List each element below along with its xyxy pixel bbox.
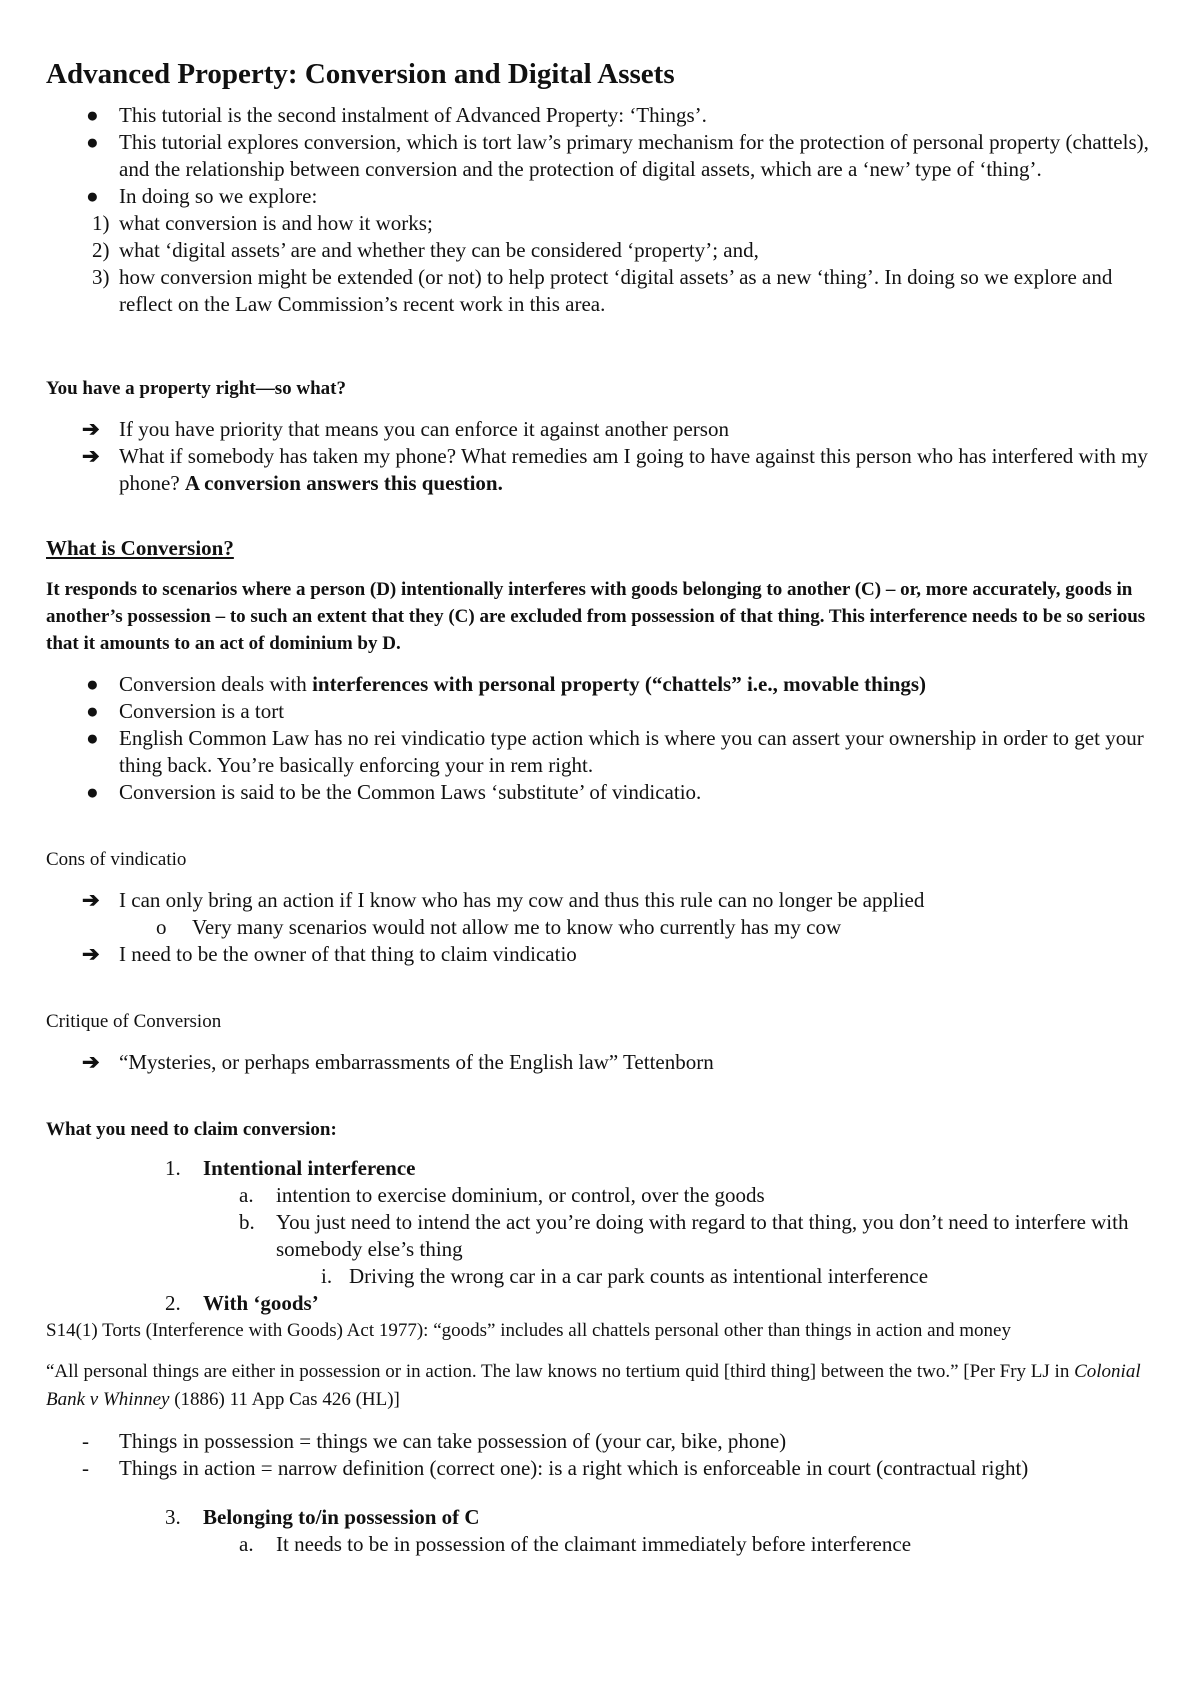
arrow-item: ➔ I can only bring an action if I know who has my cow and thus this rule can no longer be applied: [82, 888, 925, 912]
conversion-bullet: ● English Common Law has no rei vindicatio type action which is where you can assert your ownership in order to get your thing back. You’re basically enforcing your in rem right.: [86, 726, 1144, 777]
conversion-definition: It responds to scenarios where a person (D) intentionally interferes with goods belonging to another (C) – or, more accurately, goods in another’s possession – to such an extent that they (C) are excluded from possession of that thing. This interference needs to be so serious that it amounts to an act of dominium by D.: [46, 579, 1146, 654]
statute-text: S14(1) Torts (Interference with Goods) Act 1977): “goods” includes all chattels personal other than things in action and money: [46, 1320, 1011, 1341]
claim-subitem: b. You just need to intend the act you’re doing with regard to that thing, you don’t need to interfere with somebody else’s thing: [239, 1210, 1129, 1261]
bullet-icon: ●: [86, 726, 99, 750]
circle-bullet-icon: o: [156, 915, 167, 939]
arrow-icon: ➔: [82, 444, 100, 468]
sub-item: o Very many scenarios would not allow me to know who currently has my cow: [156, 915, 842, 939]
arrow-icon: ➔: [82, 942, 100, 966]
arrow-item: ➔ If you have priority that means you can enforce it against another person: [82, 417, 729, 441]
arrow-icon: ➔: [82, 1050, 100, 1074]
claim-heading: What you need to claim conversion:: [46, 1119, 337, 1140]
claim-item: 3. Belonging to/in possession of C: [165, 1505, 480, 1529]
critique-heading: Critique of Conversion: [46, 1011, 222, 1032]
bullet-icon: ●: [86, 699, 99, 723]
arrow-icon: ➔: [82, 417, 100, 441]
conversion-bullet: ● Conversion is said to be the Common Laws ‘substitute’ of vindicatio.: [86, 780, 702, 804]
claim-subitem: a. It needs to be in possession of the claimant immediately before interference: [239, 1532, 912, 1556]
conversion-bullet: ● Conversion is a tort: [86, 699, 285, 723]
what-is-conversion-heading: What is Conversion?: [46, 536, 234, 560]
claim-subitem: a. intention to exercise dominium, or control, over the goods: [239, 1183, 765, 1207]
explore-item: 2) what ‘digital assets’ are and whether they can be considered ‘property’; and,: [92, 238, 759, 262]
arrow-item: ➔ “Mysteries, or perhaps embarrassments of the English law” Tettenborn: [82, 1050, 714, 1074]
explore-item: 3) how conversion might be extended (or not) to help protect ‘digital assets’ as a new ‘thing’. In doing so we explore and reflect on the Law Commission’s recent work in this area.: [92, 265, 1113, 316]
arrow-item: ➔ I need to be the owner of that thing to claim vindicatio: [82, 942, 577, 966]
claim-item: 1. Intentional interference: [165, 1156, 416, 1180]
conversion-bullet: ● Conversion deals with interferences with personal property (“chattels” i.e., movable things): [86, 672, 927, 696]
arrow-icon: ➔: [82, 888, 100, 912]
cons-heading: Cons of vindicatio: [46, 849, 187, 870]
dash-item: - Things in action = narrow definition (correct one): is a right which is enforceable in court (contractual right): [82, 1456, 1029, 1480]
bullet-icon: ●: [86, 672, 99, 696]
bullet-icon: ●: [86, 184, 99, 208]
explore-item: 1) what conversion is and how it works;: [92, 211, 433, 235]
intro-bullet: ● In doing so we explore:: [86, 184, 318, 208]
page-title: Advanced Property: Conversion and Digital Assets: [46, 58, 675, 90]
intro-bullet: ● This tutorial explores conversion, which is tort law’s primary mechanism for the protection of personal property (chattels), and the relationship between conversion and the protection of digital assets, which are a ‘new’ type of ‘thing’.: [86, 130, 1149, 181]
case-quote: “All personal things are either in possession or in action. The law knows no tertium quid [third thing] between the two.” [Per Fry LJ in Colonial Bank v Whinney (1886) 11 App Cas 426 (HL)]: [46, 1361, 1141, 1410]
claim-item: 2. With ‘goods’: [165, 1291, 319, 1315]
so-what-heading: You have a property right—so what?: [46, 378, 346, 399]
bullet-icon: ●: [86, 780, 99, 804]
bullet-icon: ●: [86, 103, 99, 127]
bullet-icon: ●: [86, 130, 99, 154]
arrow-item: ➔ What if somebody has taken my phone? What remedies am I going to have against this person who has interfered with my phone? A conversion answers this question.: [82, 444, 1148, 495]
intro-bullet: ● This tutorial is the second instalment of Advanced Property: ‘Things’.: [86, 103, 707, 127]
claim-subsubitem: i. Driving the wrong car in a car park counts as intentional interference: [321, 1264, 929, 1288]
dash-item: - Things in possession = things we can take possession of (your car, bike, phone): [82, 1429, 787, 1453]
